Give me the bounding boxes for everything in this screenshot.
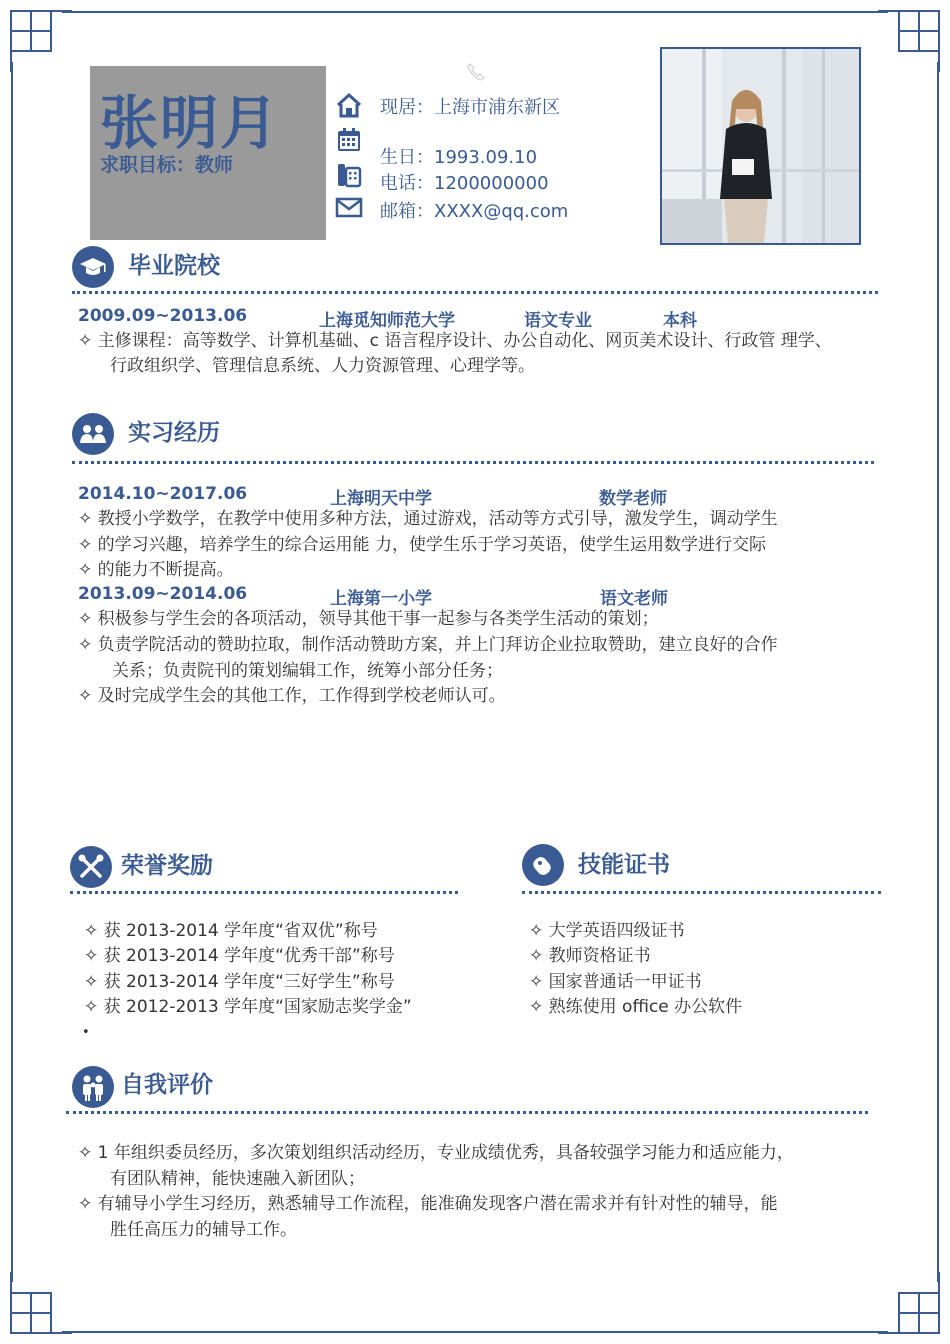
job1-role: 数学老师 (599, 489, 667, 509)
skill-item-1: ✧ 大学英语四级证书 (529, 921, 685, 941)
phone-watermark-icon (466, 62, 486, 82)
honor-item-4: ✧ 获 2012-2013 学年度“国家励志奖学金” (84, 997, 412, 1017)
job2-org: 上海第一小学 (330, 589, 432, 609)
job1-line-3: ✧ 的能力不断提高。 (78, 560, 234, 580)
graduation-cap-icon (72, 246, 114, 288)
education-courses-line-2: 行政组织学、管理信息系统、人力资源管理、心理学等。 (110, 356, 535, 376)
job2-line-2: ✧ 负责学院活动的赞助拉取，制作活动赞助方案，并上门拜访企业拉取赞助，建立良好的合作 (78, 635, 778, 655)
profile-photo (660, 47, 861, 245)
skill-item-4: ✧ 熟练使用 office 办公软件 (529, 997, 743, 1017)
job1-org: 上海明天中学 (330, 489, 432, 509)
section-divider-education (72, 291, 878, 294)
corner-ornament-top-right (878, 10, 940, 72)
team-icon (72, 1066, 114, 1108)
frame-bottom-border (62, 1331, 888, 1333)
corner-ornament-top-left (10, 10, 72, 72)
home-icon (335, 92, 363, 118)
job2-role: 语文老师 (600, 589, 668, 609)
skill-item-3: ✧ 国家普通话一甲证书 (529, 972, 702, 992)
section-title-self-evaluation: 自我评价 (121, 1072, 213, 1098)
frame-top-border (62, 11, 888, 13)
section-divider-skills (522, 891, 881, 894)
section-title-skills: 技能证书 (578, 852, 670, 878)
honor-item-3: ✧ 获 2013-2014 学年度“三好学生”称号 (84, 972, 395, 992)
section-divider-honors (70, 891, 458, 894)
section-title-education: 毕业院校 (128, 253, 220, 279)
education-degree: 本科 (663, 311, 697, 331)
honor-item-bullet: • (82, 1025, 90, 1040)
certificate-icon (522, 844, 564, 886)
contact-phone: 电话：1200000000 (380, 173, 549, 194)
education-row (78, 306, 838, 331)
telephone-icon (335, 162, 363, 188)
education-period: 2009.09~2013.06 (78, 306, 248, 326)
self-eval-line-1: ✧ 1 年组织委员经历，多次策划组织活动经历，专业成绩优秀，具备较强学习能力和适应能力， (78, 1143, 794, 1163)
job2-line-3: 关系；负责院刊的策划编辑工作，统筹小部分任务； (112, 661, 503, 681)
contact-email: 邮箱：XXXX@qq.com (380, 201, 569, 222)
job2-line-1: ✧ 积极参与学生会的各项活动，领导其他干事一起参与各类学生活动的策划； (78, 609, 659, 629)
education-school: 上海觅知师范大学 (319, 311, 455, 331)
section-divider-internship (72, 461, 874, 464)
mail-icon (335, 195, 363, 221)
frame-right-border (937, 62, 939, 1282)
people-icon (72, 413, 114, 455)
section-title-honors: 荣誉奖励 (121, 853, 213, 879)
honor-item-1: ✧ 获 2013-2014 学年度“省双优”称号 (84, 921, 378, 941)
contact-address: 现居：上海市浦东新区 (380, 97, 560, 118)
job1-line-2: ✧ 的学习兴趣，培养学生的综合运用能 力，使学生乐于学习英语，使学生运用数学进行交际 (78, 535, 767, 555)
corner-ornament-bottom-right (878, 1272, 940, 1334)
self-eval-line-4: 胜任高压力的辅导工作。 (110, 1220, 297, 1240)
education-major: 语文专业 (524, 311, 592, 331)
section-divider-self-evaluation (66, 1111, 868, 1114)
frame-left-border (11, 62, 13, 1282)
self-eval-line-2: 有团队精神，能快速融入新团队； (110, 1169, 365, 1189)
job1-period: 2014.10~2017.06 (78, 484, 248, 504)
section-title-internship: 实习经历 (128, 420, 220, 446)
job2-line-4: ✧ 及时完成学生会的其他工作，工作得到学校老师认可。 (78, 686, 506, 706)
job-objective: 求职目标：教师 (100, 154, 234, 176)
job1-line-1: ✧ 教授小学数学，在教学中使用多种方法，通过游戏，活动等方式引导，激发学生，调动学生 (78, 509, 778, 529)
self-eval-line-3: ✧ 有辅导小学生习经历，熟悉辅导工作流程，能准确发现客户潜在需求并有针对性的辅导，能 (78, 1194, 778, 1214)
internship-job2-row (78, 584, 838, 609)
education-courses-line-1: ✧ 主修课程：高等数学、计算机基础、c 语言程序设计、办公自动化、网页美术设计、行政管 理学、 (78, 331, 832, 351)
contact-birthday: 生日：1993.09.10 (380, 147, 538, 168)
skill-item-2: ✧ 教师资格证书 (529, 946, 651, 966)
corner-ornament-bottom-left (10, 1272, 72, 1334)
candidate-name: 张明月 (100, 89, 281, 157)
calendar-icon (335, 127, 363, 153)
honor-item-2: ✧ 获 2013-2014 学年度“优秀干部”称号 (84, 946, 395, 966)
internship-job1-row (78, 484, 838, 509)
tools-icon (70, 846, 112, 888)
job2-period: 2013.09~2014.06 (78, 584, 248, 604)
